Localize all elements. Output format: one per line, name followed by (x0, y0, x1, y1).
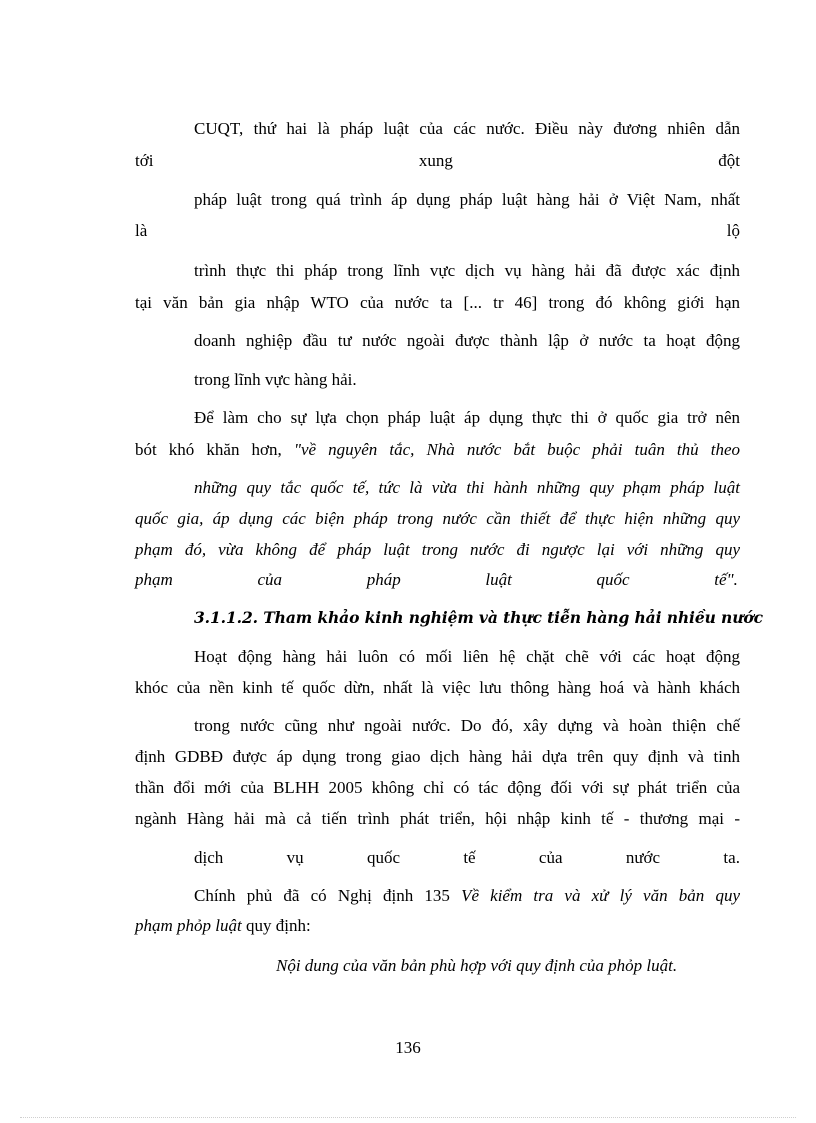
word: là (135, 221, 148, 240)
word: ta. (723, 848, 740, 867)
word: đột (718, 151, 740, 170)
text-line-16: Hoạt động hàng hải luôn có mối liên hệ chặt chẽ với các hoạt động (194, 647, 740, 666)
text-line-17: khóc của nền kinh tế quốc dừn, nhất là việc lưu thông hàng hoá và hành khách (135, 678, 740, 697)
text-line-14 (135, 570, 738, 590)
decree-title-cont: phạm phỏp luật (135, 916, 242, 935)
text-line-24: phạm phỏp luật quy định: (135, 916, 311, 935)
word: pháp (366, 570, 401, 589)
text-line-8: trong lĩnh vực hàng hải. (194, 370, 357, 389)
text-line-6: tại văn bản gia nhập WTO của nước ta [... tr 46] trong đó không giới hạn (135, 293, 740, 312)
word: lộ (726, 221, 740, 240)
word: xung (418, 151, 453, 170)
page-bottom-rule (20, 1117, 796, 1118)
text-line-18: trong nước cũng như ngoài nước. Do đó, xây dựng và hoàn thiện chế (194, 716, 740, 735)
text-line-10: bót khó khăn hơn, "về nguyên tắc, Nhà nước bắt buộc phải tuân thủ theo (135, 440, 740, 459)
text-line-22 (194, 848, 740, 868)
text-line-4 (135, 221, 740, 241)
decree-title: Về kiểm tra và xử lý văn bản quy (461, 886, 740, 905)
text-line-19: định GDBĐ được áp dụng trong giao dịch hàng hải dựa trên quy định và tinh (135, 747, 740, 766)
text-line-5: trình thực thi pháp trong lĩnh vực dịch vụ hàng hải đã được xác định (194, 261, 740, 280)
word: của (257, 570, 283, 589)
text-line-12: quốc gia, áp dụng các biện pháp trong nước cần thiết để thực hiện những quy (135, 509, 740, 528)
text-line-3: pháp luật trong quá trình áp dụng pháp luật hàng hải ở Việt Nam, nhất (194, 190, 740, 209)
word: vụ (286, 848, 304, 867)
word: phạm (135, 570, 173, 589)
word: quốc (366, 848, 400, 867)
text-line-21: ngành Hàng hải mà cả tiến trình phát triển, hội nhập kinh tế - thương mại - (135, 809, 740, 828)
text-line-9: Để làm cho sự lựa chọn pháp luật áp dụng thực thi ở quốc gia trở nên (194, 408, 740, 427)
word: tế". (714, 570, 738, 589)
text-line-13: phạm đó, vừa không để pháp luật trong nước đi ngược lại với những quy (135, 540, 740, 559)
text-line-23: Chính phủ đã có Nghị định 135 Về kiểm tra và xử lý văn bản quy (194, 886, 740, 905)
text-line-2 (135, 151, 740, 171)
quote-start: "về nguyên tắc, Nhà nước bắt buộc phải tuân thủ theo (293, 440, 740, 459)
page-number: 136 (395, 1038, 421, 1057)
section-heading: 3.1.1.2. Tham khảo kinh nghiệm và thực tiễn hàng hải nhiều nước (194, 608, 763, 627)
word: của (538, 848, 563, 867)
word: tới (135, 151, 154, 170)
word: luật (485, 570, 512, 589)
word: dịch (194, 848, 224, 867)
word: quốc (596, 570, 630, 589)
text-line-11: những quy tắc quốc tế, tức là vừa thi hành những quy phạm pháp luật (194, 478, 740, 497)
word: tế (463, 848, 476, 867)
text-line-20: thần đổi mới của BLHH 2005 không chỉ có tác động đối với sự phát triển của (135, 778, 740, 797)
text-line-7: doanh nghiệp đầu tư nước ngoài được thành lập ở nước ta hoạt động (194, 331, 740, 350)
block-quote: Nội dung của văn bản phù hợp với quy định của phỏp luật. (276, 956, 678, 975)
word: nước (625, 848, 661, 867)
text-line-1: CUQT, thứ hai là pháp luật của các nước. Điều này đương nhiên dẫn (194, 119, 740, 138)
